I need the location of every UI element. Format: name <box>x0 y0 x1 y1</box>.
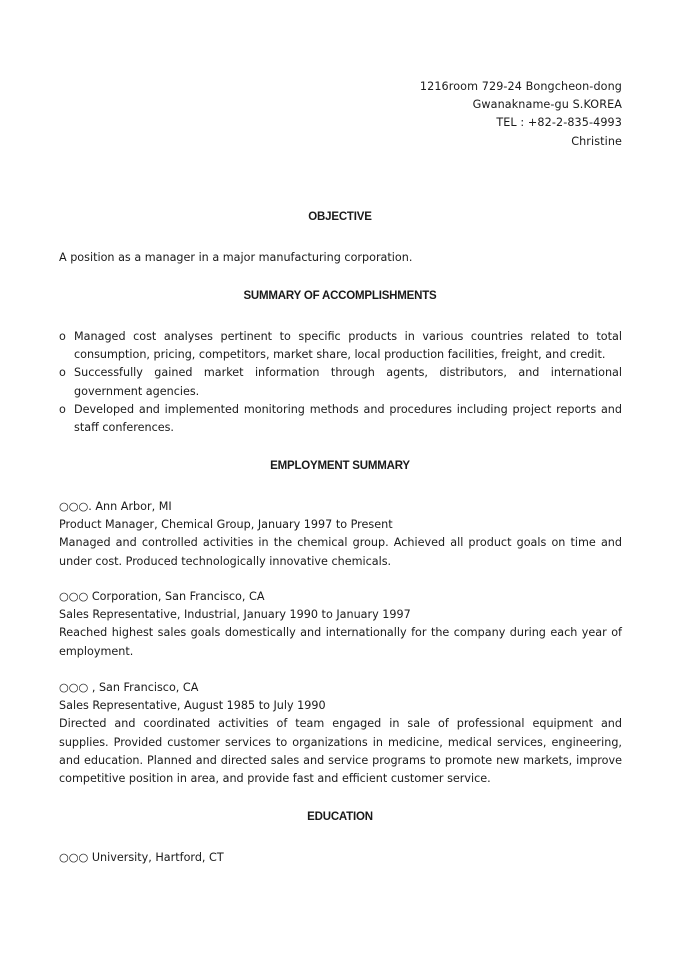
bullet-mark: o <box>59 366 66 380</box>
education-heading: EDUCATION <box>307 811 373 823</box>
job-entry-2 <box>59 588 622 661</box>
address-line-2: Gwanakname-gu S.KOREA <box>472 98 622 112</box>
accomplishments-heading: SUMMARY OF ACCOMPLISHMENTS <box>243 290 437 302</box>
job-title: Sales Representative, Industrial, January 1990 to January 1997 <box>59 608 411 622</box>
job-entry-3 <box>59 679 622 788</box>
job-description: Reached highest sales goals domestically and internationally for the company during each year of employment. <box>59 626 622 658</box>
employment-heading: EMPLOYMENT SUMMARY <box>270 460 410 472</box>
education-school: ○○○ University, Hartford, CT <box>59 851 224 864</box>
accomplishment-text: Developed and implemented monitoring methods and procedures including project reports and staff conferences. <box>74 402 622 435</box>
accomplishment-item <box>59 328 622 364</box>
accomplishment-text: Managed cost analyses pertinent to specific products in various countries related to total consumption, pricing, competitors, market share, local production facilities, freight, and credit. <box>74 330 622 362</box>
accomplishment-item <box>59 364 622 400</box>
objective-text: A position as a manager in a major manufacturing corporation. <box>59 251 413 264</box>
job-title: Product Manager, Chemical Group, January 1997 to Present <box>59 518 393 532</box>
job-description: Directed and coordinated activities of team engaged in sale of professional equipment and supplies. Provided customer services to organizations in medicine, medical services, engineering, and education. Planned and directed sales and service programs to promote new markets, improve competitive position in area, and provide fast and efficient customer service. <box>59 717 622 786</box>
bullet-mark: o <box>59 330 66 343</box>
accomplishment-text: Successfully gained market information through agents, distributors, and international government agencies. <box>74 366 622 398</box>
phone-line: TEL : +82-2-835-4993 <box>496 116 622 130</box>
job-company: ○○○ Corporation, San Francisco, CA <box>59 590 265 603</box>
contact-address-block <box>420 78 622 151</box>
objective-heading: OBJECTIVE <box>308 211 372 223</box>
address-line-1: 1216room 729-24 Bongcheon-dong <box>419 80 622 93</box>
bullet-mark: o <box>59 402 66 416</box>
job-description: Managed and controlled activities in the chemical group. Achieved all product goals on time and under cost. Produced technologically innovative chemicals. <box>59 536 622 568</box>
name-line: Christine <box>571 134 622 148</box>
accomplishment-item <box>59 401 622 437</box>
job-company: ○○○ , San Francisco, CA <box>59 681 199 694</box>
job-company: ○○○. Ann Arbor, MI <box>59 500 172 513</box>
job-entry-1 <box>59 498 622 571</box>
job-title: Sales Representative, August 1985 to July 1990 <box>59 699 326 713</box>
accomplishments-list <box>59 328 622 437</box>
